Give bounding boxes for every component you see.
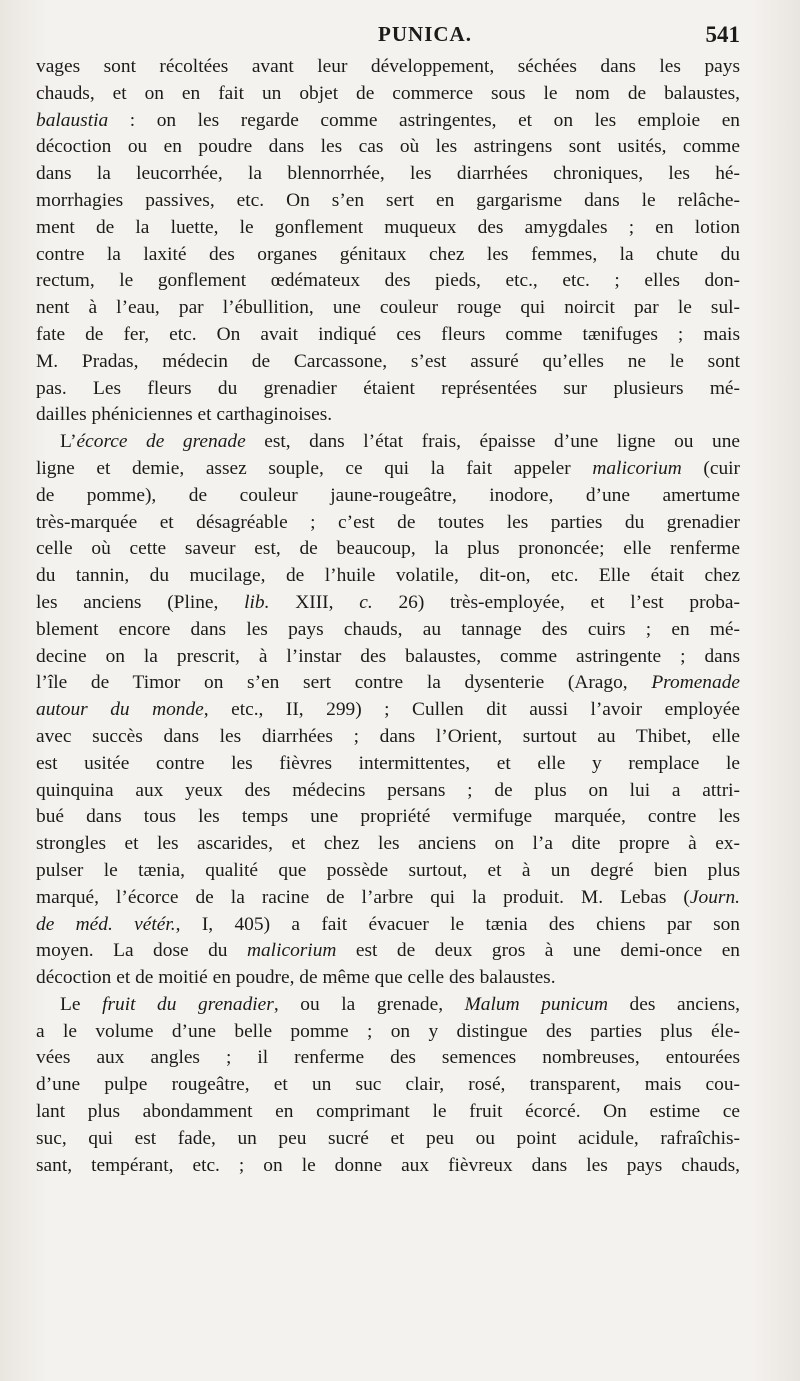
text-segment: l’île de Timor on s’en sert contre la dysenterie (Arago,: [36, 672, 652, 694]
italic-text: de méd. vétér.: [36, 913, 176, 935]
text-segment: d’une pulpe rougeâtre, et un suc clair, rosé, transparent, mais cou-: [36, 1074, 740, 1096]
text-segment: très-marquée et désagréable ; c’est de toutes les parties du grenadier: [36, 511, 740, 533]
text-segment: decine on la prescrit, à l’instar des balaustes, comme astringente ; dans: [36, 645, 740, 667]
italic-text: c.: [359, 591, 373, 613]
italic-text: autour du monde: [36, 699, 204, 721]
italic-text: malicorium: [592, 457, 682, 479]
text-segment: XIII,: [269, 591, 360, 613]
text-line: [36, 429, 740, 456]
text-line: [36, 510, 740, 537]
text-segment: , I, 405) a fait évacuer le tænia des chiens par son: [175, 913, 741, 935]
text-segment: suc, qui est fade, un peu sucré et peu ou point acidule, rafraîchis-: [36, 1127, 740, 1149]
text-line: [36, 724, 740, 751]
italic-text: Journ.: [689, 886, 740, 908]
text-line: [36, 268, 740, 295]
text-segment: : on les regarde comme astringentes, et on les emploie en: [108, 109, 740, 131]
text-segment: est usitée contre les fièvres intermittentes, et elle y remplace le: [36, 752, 740, 774]
italic-text: Promenade: [651, 672, 740, 694]
text-segment: moyen. La dose du: [36, 940, 247, 962]
text-segment: contre la laxité des organes génitaux chez les femmes, la chute du: [36, 243, 740, 265]
text-line: [36, 1099, 740, 1126]
text-segment: pulser le tænia, qualité que possède surtout, et à un degré bien plus: [36, 859, 740, 881]
text-segment: strongles et les ascarides, et chez les anciens on l’a dite propre à ex-: [36, 833, 740, 855]
text-segment: L’: [60, 431, 77, 453]
text-segment: dailles phéniciennes et carthaginoises.: [36, 404, 333, 426]
text-segment: décoction ou en poudre dans les cas où les astringens sont usités, comme: [36, 136, 740, 158]
text-segment: celle où cette saveur est, de beaucoup, la plus prononcée; elle renferme: [36, 538, 740, 560]
text-line: [36, 778, 740, 805]
text-line: [36, 858, 740, 885]
text-line: [36, 1126, 740, 1153]
text-segment: marqué, l’écorce de la racine de l’arbre qui la produit. M. Lebas (: [36, 886, 690, 908]
italic-text: Malum punicum: [464, 993, 608, 1015]
text-line: [36, 215, 740, 242]
text-line: [36, 563, 740, 590]
text-line: [36, 349, 740, 376]
text-segment: vages sont récoltées avant leur développement, séchées dans les pays: [36, 56, 740, 77]
page-number: 541: [705, 22, 740, 47]
text-segment: est, dans l’état frais, épaisse d’une ligne ou une: [245, 431, 741, 453]
text-line: [36, 483, 740, 510]
text-line: [36, 1019, 740, 1046]
text-segment: , ou la grenade,: [273, 993, 465, 1015]
text-line: [36, 697, 740, 724]
text-line: [36, 322, 740, 349]
text-segment: est de deux gros à une demi-once en: [336, 940, 740, 962]
text-segment: nent à l’eau, par l’ébullition, une couleur rouge qui noircit par le sul-: [36, 297, 740, 319]
italic-text: lib.: [244, 591, 270, 613]
text-segment: rectum, le gonflement œdémateux des pieds, etc., etc. ; elles don-: [36, 270, 740, 292]
text-segment: du tannin, du mucilage, de l’huile volatile, dit-on, etc. Elle était chez: [36, 565, 740, 587]
text-line: [36, 590, 740, 617]
text-line: [36, 912, 740, 939]
text-segment: fate de fer, etc. On avait indiqué ces fleurs comme tænifuges ; mais: [36, 323, 740, 345]
text-segment: M. Pradas, médecin de Carcassone, s’est assuré qu’elles ne le sont: [36, 350, 740, 372]
text-line: [36, 670, 740, 697]
text-segment: dans la leucorrhée, la blennorrhée, les diarrhées chroniques, les hé-: [36, 163, 740, 185]
text-line: [36, 1153, 740, 1180]
text-segment: chauds, et on en fait un objet de commerce sous le nom de balaustes,: [36, 82, 740, 104]
italic-text: malicorium: [246, 940, 337, 962]
italic-text: balaustia: [36, 109, 109, 131]
text-segment: a le volume d’une belle pomme ; on y distingue des parties plus éle-: [36, 1020, 740, 1042]
text-segment: avec succès dans les diarrhées ; dans l’Orient, surtout au Thibet, elle: [36, 725, 740, 747]
text-line: [36, 188, 740, 215]
text-line: [36, 295, 740, 322]
text-segment: morrhagies passives, etc. On s’en sert en gargarisme dans le relâche-: [36, 189, 740, 211]
body-text: [36, 54, 740, 1179]
text-line: [36, 644, 740, 671]
text-line: [36, 402, 740, 429]
text-line: [36, 804, 740, 831]
text-segment: de pomme), de couleur jaune-rougeâtre, inodore, d’une amertume: [36, 484, 740, 506]
text-segment: pas. Les fleurs du grenadier étaient représentées sur plusieurs mé-: [36, 377, 740, 399]
text-line: [36, 376, 740, 403]
text-line: [36, 1072, 740, 1099]
text-segment: 26) très-employée, et l’est proba-: [372, 591, 740, 613]
text-line: [36, 134, 740, 161]
text-segment: quinquina aux yeux des médecins persans ; de plus on lui a attri-: [36, 779, 740, 801]
text-segment: (cuir: [681, 457, 740, 479]
text-line: [36, 938, 740, 965]
text-line: [36, 831, 740, 858]
text-line: [36, 617, 740, 644]
text-line: [36, 992, 740, 1019]
text-line: [36, 1045, 740, 1072]
text-line: [36, 242, 740, 269]
text-segment: ligne et demie, assez souple, ce qui la fait appeler: [36, 457, 593, 479]
text-segment: les anciens (Pline,: [36, 591, 245, 613]
text-segment: blement encore dans les pays chauds, au tannage des cuirs ; en mé-: [36, 618, 740, 640]
text-segment: bué dans tous les temps une propriété vermifuge marquée, contre les: [36, 806, 740, 828]
running-title: PUNICA.: [378, 22, 472, 46]
text-line: [36, 108, 740, 135]
text-segment: des anciens,: [607, 993, 740, 1015]
text-line: [36, 751, 740, 778]
text-line: [36, 965, 740, 992]
text-segment: sant, tempérant, etc. ; on le donne aux fièvreux dans les pays chauds,: [36, 1154, 740, 1176]
page-header: [110, 22, 740, 54]
text-line: [36, 54, 740, 81]
text-segment: ment de la luette, le gonflement muqueux des amygdales ; en lotion: [36, 216, 740, 238]
text-segment: Le: [60, 993, 103, 1015]
text-line: [36, 161, 740, 188]
text-segment: vées aux angles ; il renferme des semences nombreuses, entourées: [36, 1047, 740, 1069]
text-line: [36, 885, 740, 912]
text-line: [36, 81, 740, 108]
text-segment: lant plus abondamment en comprimant le fruit écorcé. On estime ce: [36, 1101, 740, 1123]
text-segment: décoction et de moitié en poudre, de même que celle des balaustes.: [36, 967, 556, 989]
text-segment: , etc., II, 299) ; Cullen dit aussi l’avoir employée: [203, 699, 741, 721]
text-line: [36, 456, 740, 483]
italic-text: fruit du grenadier: [102, 993, 274, 1015]
text-line: [36, 536, 740, 563]
italic-text: écorce de grenade: [76, 431, 246, 453]
